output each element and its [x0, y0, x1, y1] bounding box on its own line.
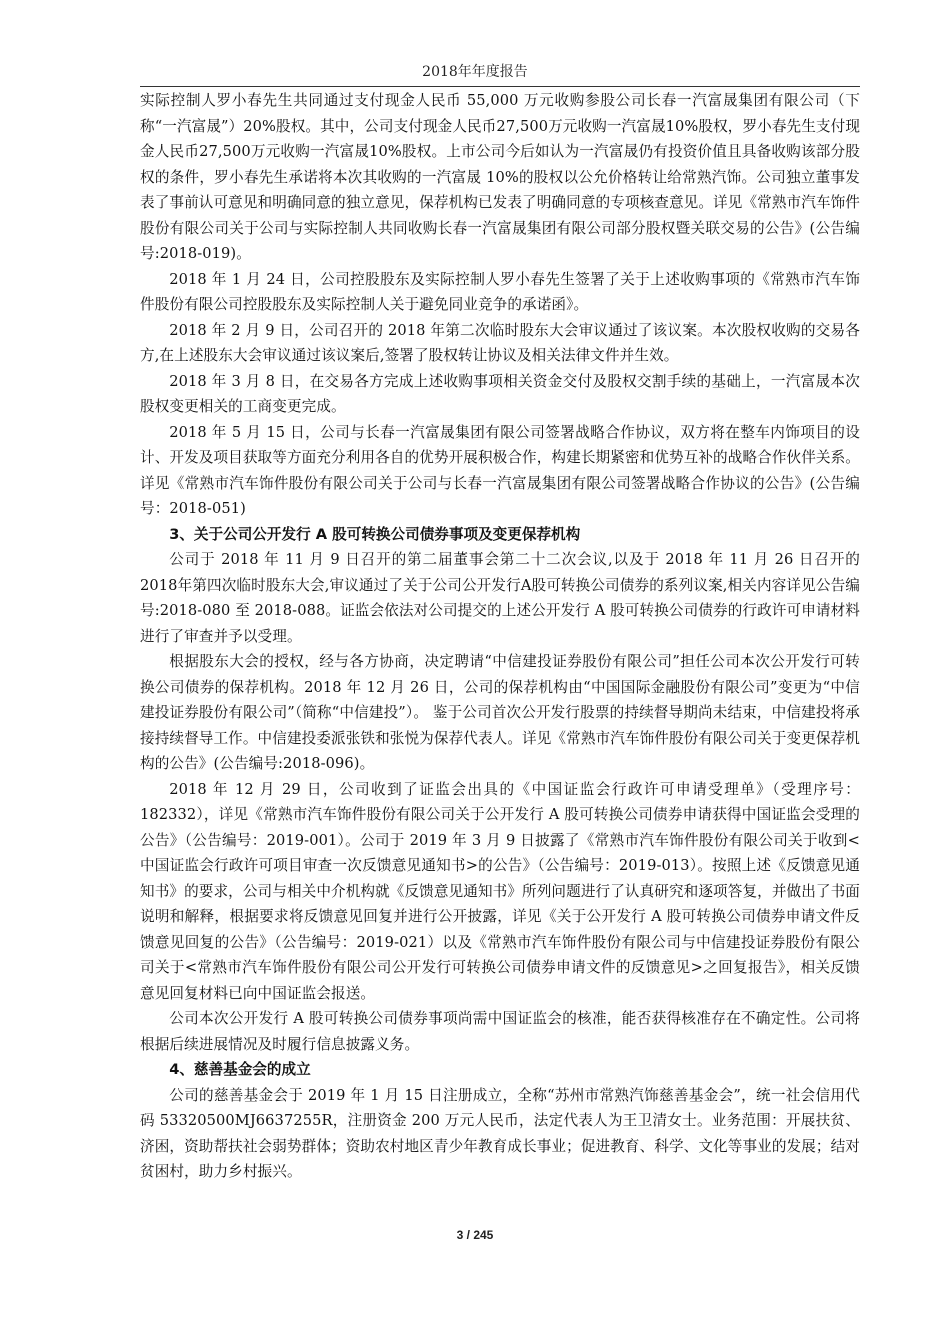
- page-header: 2018年年度报告: [422, 64, 528, 80]
- paragraph-charity-foundation: 公司的慈善基金会于 2019 年 1 月 15 日注册成立，全称“苏州市常熟汽饰慈善基金会”，统一社会信用代码 53320500MJ6637255R，注册资金 200 万元人民币，法定代表人为王卫清女士。业务范围：开展扶贫、济困，资助帮扶社会弱势群体；资助农村地区青少年教育成长事业；促进教育、科学、文化等事业的发展；结对贫困村，助力乡村振兴。: [140, 1086, 860, 1180]
- document-body: [140, 88, 860, 1185]
- section-heading-convertible-bonds: 3、关于公司公开发行 A 股可转换公司债券事项及变更保荐机构: [169, 525, 581, 543]
- header-divider: [140, 86, 860, 87]
- paragraph-commitment-letter: 2018 年 1 月 24 日，公司控股股东及实际控制人罗小春先生签署了关于上述收购事项的《常熟市汽车饰件股份有限公司控股股东及实际控制人关于避免同业竞争的承诺函》。: [140, 270, 860, 313]
- paragraph-approval-uncertainty: 公司本次公开发行 A 股可转换公司债券事项尚需中国证监会的核准，能否获得核准存在不确定性。公司将根据后续进展情况及时履行信息披露义务。: [140, 1010, 860, 1053]
- paragraph-registration-change: 2018 年 3 月 8 日，在交易各方完成上述收购事项相关资金交付及股权交割手续的基础上，一汽富晟本次股权变更相关的工商变更完成。: [140, 372, 860, 415]
- section-heading-charity-foundation: 4、慈善基金会的成立: [169, 1061, 311, 1078]
- paragraph-strategic-cooperation: 2018 年 5 月 15 日，公司与长春一汽富晟集团有限公司签署战略合作协议，双方将在整车内饰项目的设计、开发及项目获取等方面充分利用各自的优势开展积极合作，构建长期紧密和优势互补的战略合作伙伴关系。详见《常熟市汽车饰件股份有限公司关于公司与长春一汽富晟集团有限公司签署战略合作协议的公告》(公告编号：2018-051): [140, 423, 860, 517]
- paragraph-shareholder-meeting: 2018 年 2 月 9 日，公司召开的 2018 年第二次临时股东大会审议通过了该议案。本次股权收购的交易各方,在上述股东大会审议通过该议案后,签署了股权转让协议及相关法律文件并生效。: [140, 321, 860, 364]
- paragraph-acquisition-continued: 实际控制人罗小春先生共同通过支付现金人民币 55,000 万元收购参股公司长春一汽富晟集团有限公司（下称“一汽富晟”）20%股权。其中，公司支付现金人民币27,500万元收购一汽富晟10%股权，罗小春先生支付现金人民币27,500万元收购一汽富晟10%股权。上市公司今后如认为一汽富晟仍有投资价值且具备收购该部分股权的条件，罗小春先生承诺将本次其收购的一汽富晟 10%的股权以公允价格转让给常熟汽饰。公司独立董事发表了事前认可意见和明确同意的独立意见，保荐机构已发表了明确同意的专项核查意见。详见《常熟市汽车饰件股份有限公司关于公司与实际控制人共同收购长春一汽富晟集团有限公司部分股权暨关联交易的公告》(公告编号:2018-019)。: [140, 92, 861, 262]
- paragraph-board-meeting: 公司于 2018 年 11 月 9 日召开的第二届董事会第二十二次会议,以及于 2018 年 11 月 26 日召开的2018年第四次临时股东大会,审议通过了关于公司公开发行A股可转换公司债券的系列议案,相关内容详见公告编号:2018-080 至 2018-088。证监会依法对公司提交的上述公开发行 A 股可转换公司债券的行政许可申请材料进行了审查并予以受理。: [140, 551, 860, 645]
- page-number: 3 / 245: [456, 1228, 494, 1242]
- paragraph-sponsor-change: 根据股东大会的授权，经与各方协商，决定聘请“中信建投证券股份有限公司”担任公司本次公开发行可转换公司债券的保荐机构。2018 年 12 月 26 日，公司的保荐机构由“中国国际金融股份有限公司”变更为“中信建投证券股份有限公司”（简称“中信建投”）。 鉴于公司首次公开发行股票的持续督导期尚未结束，中信建投将承接持续督导工作。中信建投委派张铁和张悦为保荐代表人。详见《常熟市汽车饰件股份有限公司关于变更保荐机构的公告》(公告编号:2018-096)。: [140, 653, 860, 772]
- paragraph-csrc-acceptance: 2018 年 12 月 29 日，公司收到了证监会出具的《中国证监会行政许可申请受理单》（受理序号：182332），详见《常熟市汽车饰件股份有限公司关于公开发行 A 股可转换公司债券申请获得中国证监会受理的公告》（公告编号：2019-001）。公司于 2019 年 3 月 9 日披露了《常熟市汽车饰件股份有限公司关于收到<中国证监会行政许可项目审查一次反馈意见通知书>的公告》（公告编号：2019-013）。按照上述《反馈意见通知书》的要求，公司与相关中介机构就《反馈意见通知书》所列问题进行了认真研究和逐项答复，并做出了书面说明和解释，根据要求将反馈意见回复并进行公开披露，详见《关于公开发行 A 股可转换公司债券申请文件反馈意见回复的公告》（公告编号：2019-021）以及《常熟市汽车饰件股份有限公司与中信建投证券股份有限公司关于<常熟市汽车饰件股份有限公司公开发行可转换公司债券申请文件的反馈意见>之回复报告》，相关反馈意见回复材料已向中国证监会报送。: [140, 780, 860, 1002]
